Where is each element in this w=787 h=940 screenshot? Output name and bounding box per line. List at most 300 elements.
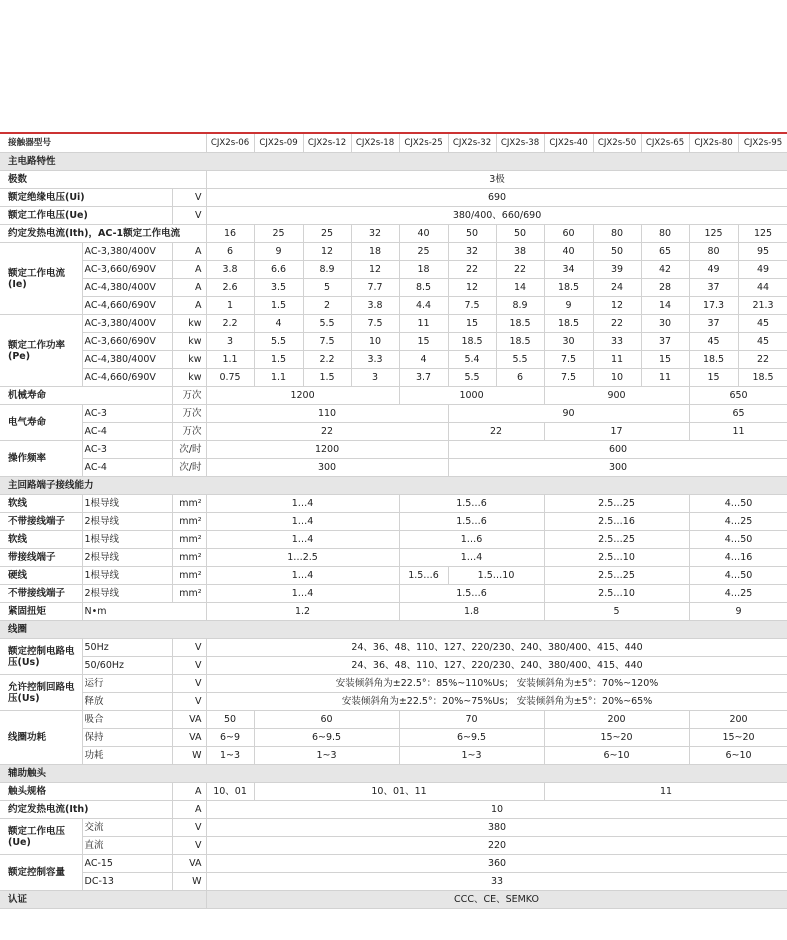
value-cell: 18: [399, 261, 448, 279]
torque-row: [0, 603, 787, 621]
table-row: [0, 801, 787, 819]
ie-label: 额定工作电流(Ie): [0, 243, 82, 315]
unit-cell: V: [172, 675, 206, 693]
terminal-label: 软线: [0, 495, 82, 513]
value-cell: 1.5…6: [399, 495, 544, 513]
value-cell: 18.5: [448, 333, 496, 351]
value-cell: 12: [351, 261, 399, 279]
value-cell: 30: [544, 333, 593, 351]
model-name: CJX2s-38: [496, 133, 544, 153]
value-cell: 4: [399, 351, 448, 369]
value-cell: 22: [448, 261, 496, 279]
value-cell: 1~3: [254, 747, 399, 765]
unit-cell: mm²: [172, 567, 206, 585]
model-name: CJX2s-50: [593, 133, 641, 153]
value-cell: 4…16: [689, 549, 787, 567]
value-cell: 38: [496, 243, 544, 261]
sub-label: 1根导线: [82, 531, 172, 549]
unit-cell: mm²: [172, 549, 206, 567]
sub-label: 50Hz: [82, 639, 172, 657]
value-cell: 1000: [399, 387, 544, 405]
table-row: [0, 171, 787, 189]
section-row: [0, 477, 787, 495]
pe-row: [0, 351, 787, 369]
terminal-label: 带接线端子: [0, 549, 82, 567]
value-cell: 39: [593, 261, 641, 279]
terminal-row: [0, 531, 787, 549]
value-cell: 6.6: [254, 261, 303, 279]
value-cell: 8.5: [399, 279, 448, 297]
value-cell: 18: [351, 243, 399, 261]
header-row: [0, 133, 787, 153]
value-cell: 65: [689, 405, 787, 423]
contacts-label: 触头规格: [0, 783, 172, 801]
value-cell: 1.5: [254, 297, 303, 315]
pe-row: [0, 315, 787, 333]
value-cell: 2.5…16: [544, 513, 689, 531]
value-cell: 3.3: [351, 351, 399, 369]
value-cell: 7.5: [351, 315, 399, 333]
value-cell: 10: [206, 801, 787, 819]
value-cell: 80: [689, 243, 738, 261]
value-cell: 300: [206, 459, 448, 477]
value-cell: 1.5…6: [399, 585, 544, 603]
sub-label: AC-15: [82, 855, 172, 873]
value-cell: 8.9: [303, 261, 351, 279]
value-cell: 12: [593, 297, 641, 315]
value-cell: 200: [544, 711, 689, 729]
unit-cell: mm²: [172, 495, 206, 513]
value-cell: 15~20: [689, 729, 787, 747]
model-name: CJX2s-06: [206, 133, 254, 153]
value-cell: 65: [641, 243, 689, 261]
unit-cell: W: [172, 747, 206, 765]
table-row: [0, 189, 787, 207]
value-cell: 16: [206, 225, 254, 243]
value-cell: 6~9.5: [254, 729, 399, 747]
value-cell: 5.5: [448, 369, 496, 387]
value-cell: 3.5: [254, 279, 303, 297]
unit-cell: W: [172, 873, 206, 891]
value-cell: 1.5…6: [399, 567, 448, 585]
value-cell: 18.5: [496, 315, 544, 333]
value-cell: 37: [641, 333, 689, 351]
section-title-coil: 线圈: [0, 621, 787, 639]
value-cell: 7.5: [303, 333, 351, 351]
value-cell: 11: [641, 369, 689, 387]
model-name: CJX2s-40: [544, 133, 593, 153]
value-cell: 34: [544, 261, 593, 279]
value-cell: 1…4: [206, 567, 399, 585]
unit-cell: 次/时: [172, 459, 206, 477]
sub-label: AC-3: [82, 405, 172, 423]
value-cell: 7.5: [544, 369, 593, 387]
coil-power-label: 线圈功耗: [0, 711, 82, 765]
capacity-label: 额定控制容量: [0, 855, 82, 891]
unit-cell: V: [172, 837, 206, 855]
table-row: [0, 837, 787, 855]
value-cell: 650: [689, 387, 787, 405]
value-cell: 1.5…10: [448, 567, 544, 585]
aux-ue-label: 额定工作电压(Ue): [0, 819, 82, 855]
value-cell: 15: [448, 315, 496, 333]
value-cell: 14: [496, 279, 544, 297]
value-cell: 5.5: [303, 315, 351, 333]
value-cell: 6~10: [689, 747, 787, 765]
value-cell: 11: [689, 423, 787, 441]
value-cell: 6~10: [544, 747, 689, 765]
aux-ith-label: 约定发热电流(Ith): [0, 801, 172, 819]
section-title-cert: 认证: [0, 891, 206, 909]
value-cell: 1…2.5: [206, 549, 399, 567]
value-cell: 50: [448, 225, 496, 243]
unit-cell: kw: [172, 315, 206, 333]
value-cell: 4…25: [689, 585, 787, 603]
unit-cell: kw: [172, 351, 206, 369]
unit-cell: 万次: [172, 405, 206, 423]
value-cell: 3.7: [399, 369, 448, 387]
value-cell: 2.5…10: [544, 549, 689, 567]
coil-power-row: [0, 729, 787, 747]
value-cell: 3.8: [206, 261, 254, 279]
value-cell: 10: [351, 333, 399, 351]
terminal-row: [0, 495, 787, 513]
value-cell: 6: [496, 369, 544, 387]
value-cell: 15: [641, 351, 689, 369]
value-cell: 安装倾斜角为±22.5°：20%~75%Us； 安装倾斜角为±5°：20%~65%: [206, 693, 787, 711]
value-cell: 50: [496, 225, 544, 243]
value-cell: 18.5: [496, 333, 544, 351]
sub-label: AC-4,380/400V: [82, 279, 172, 297]
ie-row: [0, 297, 787, 315]
unit-cell: VA: [172, 855, 206, 873]
unit-cell: mm²: [172, 585, 206, 603]
sub-label: AC-4,660/690V: [82, 297, 172, 315]
section-title-terminal: 主回路端子接线能力: [0, 477, 787, 495]
unit-cell: 次/时: [172, 441, 206, 459]
value-cell: 9: [254, 243, 303, 261]
value-cell: 5: [544, 603, 689, 621]
value-cell: 7.7: [351, 279, 399, 297]
value-cell: 1200: [206, 441, 448, 459]
unit-cell: V: [172, 693, 206, 711]
table-row: [0, 675, 787, 693]
terminal-row: [0, 513, 787, 531]
value-cell: 1200: [206, 387, 399, 405]
value-cell: 2.5…25: [544, 531, 689, 549]
sub-label: AC-3: [82, 441, 172, 459]
unit-cell: A: [172, 261, 206, 279]
ie-row: [0, 243, 787, 261]
sub-label: 50/60Hz: [82, 657, 172, 675]
ui-unit: V: [172, 189, 206, 207]
table-row: [0, 405, 787, 423]
value-cell: 1~3: [206, 747, 254, 765]
op-freq-label: 操作频率: [0, 441, 82, 477]
value-cell: 220: [206, 837, 787, 855]
sub-label: 交流: [82, 819, 172, 837]
model-name: CJX2s-12: [303, 133, 351, 153]
unit-cell: A: [172, 783, 206, 801]
value-cell: 1.8: [399, 603, 544, 621]
model-name: CJX2s-80: [689, 133, 738, 153]
value-cell: 32: [351, 225, 399, 243]
value-cell: 1.5…6: [399, 513, 544, 531]
value-cell: 380: [206, 819, 787, 837]
value-cell: 2.5…25: [544, 567, 689, 585]
unit-cell: mm²: [172, 513, 206, 531]
value-cell: 900: [544, 387, 689, 405]
value-cell: 18.5: [544, 315, 593, 333]
value-cell: 12: [303, 243, 351, 261]
value-cell: 22: [738, 351, 787, 369]
terminal-row: [0, 549, 787, 567]
table-row: [0, 783, 787, 801]
value-cell: 4…50: [689, 495, 787, 513]
value-cell: 22: [448, 423, 544, 441]
unit-cell: kw: [172, 333, 206, 351]
ui-label: 额定绝缘电压(Ui): [0, 189, 172, 207]
sub-label: N•m: [82, 603, 206, 621]
value-cell: 1…4: [399, 549, 544, 567]
sub-label: 2根导线: [82, 585, 172, 603]
value-cell: 17: [544, 423, 689, 441]
sub-label: 1根导线: [82, 567, 172, 585]
unit-cell: V: [172, 639, 206, 657]
value-cell: 4…50: [689, 531, 787, 549]
sub-label: 1根导线: [82, 495, 172, 513]
terminal-label: 软线: [0, 531, 82, 549]
value-cell: 25: [254, 225, 303, 243]
value-cell: 2.5…25: [544, 495, 689, 513]
sub-label: AC-4,380/400V: [82, 351, 172, 369]
unit-cell: VA: [172, 729, 206, 747]
sub-label: 释放: [82, 693, 172, 711]
torque-label: 紧固扭矩: [0, 603, 82, 621]
sub-label: AC-3,660/690V: [82, 261, 172, 279]
table-row: [0, 657, 787, 675]
value-cell: 3: [206, 333, 254, 351]
spec-sheet: [0, 132, 787, 909]
terminal-row: [0, 585, 787, 603]
value-cell: 24: [593, 279, 641, 297]
value-cell: 15~20: [544, 729, 689, 747]
value-cell: 24、36、48、110、127、220/230、240、380/400、415、440: [206, 639, 787, 657]
value-cell: 125: [738, 225, 787, 243]
sub-label: 2根导线: [82, 513, 172, 531]
table-row: [0, 423, 787, 441]
value-cell: 0.75: [206, 369, 254, 387]
value-cell: 11: [593, 351, 641, 369]
section-row: [0, 765, 787, 783]
ue-value: 380/400、660/690: [206, 207, 787, 225]
value-cell: 28: [641, 279, 689, 297]
value-cell: 33: [593, 333, 641, 351]
value-cell: 60: [254, 711, 399, 729]
value-cell: 5.5: [496, 351, 544, 369]
model-name: CJX2s-32: [448, 133, 496, 153]
cert-value: CCC、CE、SEMKO: [206, 891, 787, 909]
value-cell: 安装倾斜角为±22.5°：85%~110%Us； 安装倾斜角为±5°：70%~120%: [206, 675, 787, 693]
value-cell: 33: [206, 873, 787, 891]
sub-label: 2根导线: [82, 549, 172, 567]
value-cell: 50: [206, 711, 254, 729]
table-row: [0, 441, 787, 459]
value-cell: 6~9: [206, 729, 254, 747]
ith-label: 约定发热电流(Ith)，AC-1额定工作电流: [0, 225, 206, 243]
value-cell: 600: [448, 441, 787, 459]
model-name: CJX2s-18: [351, 133, 399, 153]
value-cell: 12: [448, 279, 496, 297]
section-title-aux: 辅助触头: [0, 765, 787, 783]
sub-label: 直流: [82, 837, 172, 855]
value-cell: 200: [689, 711, 787, 729]
ue-label: 额定工作电压(Ue): [0, 207, 172, 225]
unit-cell: A: [172, 297, 206, 315]
value-cell: 7.5: [448, 297, 496, 315]
value-cell: 1.1: [254, 369, 303, 387]
value-cell: 2.2: [206, 315, 254, 333]
value-cell: 1.1: [206, 351, 254, 369]
coil-voltage-label: 额定控制电路电压(Us): [0, 639, 82, 675]
pe-row: [0, 333, 787, 351]
value-cell: 1…4: [206, 513, 399, 531]
terminal-row: [0, 567, 787, 585]
value-cell: 3.8: [351, 297, 399, 315]
value-cell: 6~9.5: [399, 729, 544, 747]
sub-label: 功耗: [82, 747, 172, 765]
terminal-label: 硬线: [0, 567, 82, 585]
value-cell: 9: [544, 297, 593, 315]
value-cell: 125: [689, 225, 738, 243]
value-cell: 10、01、11: [254, 783, 544, 801]
elec-life-label: 电气寿命: [0, 405, 82, 441]
sub-label: AC-4: [82, 459, 172, 477]
value-cell: 4…50: [689, 567, 787, 585]
unit-cell: V: [172, 819, 206, 837]
poles-value: 3极: [206, 171, 787, 189]
sub-label: AC-3,380/400V: [82, 243, 172, 261]
value-cell: 49: [738, 261, 787, 279]
value-cell: 90: [448, 405, 689, 423]
unit-cell: A: [172, 243, 206, 261]
value-cell: 17.3: [689, 297, 738, 315]
unit-cell: V: [172, 657, 206, 675]
value-cell: 70: [399, 711, 544, 729]
value-cell: 30: [641, 315, 689, 333]
unit-cell: 万次: [172, 423, 206, 441]
unit-cell: mm²: [172, 531, 206, 549]
section-row: [0, 153, 787, 171]
value-cell: 37: [689, 279, 738, 297]
unit-cell: A: [172, 801, 206, 819]
value-cell: 42: [641, 261, 689, 279]
value-cell: 5.5: [254, 333, 303, 351]
value-cell: 10、01: [206, 783, 254, 801]
value-cell: 44: [738, 279, 787, 297]
value-cell: 40: [399, 225, 448, 243]
value-cell: 6: [206, 243, 254, 261]
value-cell: 1…4: [206, 531, 399, 549]
allow-voltage-label: 允许控制回路电压(Us): [0, 675, 82, 711]
value-cell: 4.4: [399, 297, 448, 315]
value-cell: 11: [399, 315, 448, 333]
value-cell: 22: [593, 315, 641, 333]
value-cell: 2.2: [303, 351, 351, 369]
unit-cell: kw: [172, 369, 206, 387]
ie-row: [0, 261, 787, 279]
value-cell: 18.5: [689, 351, 738, 369]
value-cell: 11: [544, 783, 787, 801]
value-cell: 1.5: [254, 351, 303, 369]
value-cell: 2.5…10: [544, 585, 689, 603]
value-cell: 15: [689, 369, 738, 387]
table-row: [0, 639, 787, 657]
value-cell: 2: [303, 297, 351, 315]
sub-label: AC-3,380/400V: [82, 315, 172, 333]
sub-label: AC-4: [82, 423, 172, 441]
value-cell: 4…25: [689, 513, 787, 531]
terminal-label: 不带接线端子: [0, 513, 82, 531]
value-cell: 5.4: [448, 351, 496, 369]
section-title-main: 主电路特性: [0, 153, 787, 171]
model-name: CJX2s-65: [641, 133, 689, 153]
value-cell: 7.5: [544, 351, 593, 369]
value-cell: 1~3: [399, 747, 544, 765]
value-cell: 18.5: [738, 369, 787, 387]
value-cell: 8.9: [496, 297, 544, 315]
value-cell: 110: [206, 405, 448, 423]
sub-label: AC-4,660/690V: [82, 369, 172, 387]
sub-label: AC-3,660/690V: [82, 333, 172, 351]
table-row: [0, 855, 787, 873]
poles-label: 极数: [0, 171, 206, 189]
terminal-label: 不带接线端子: [0, 585, 82, 603]
value-cell: 10: [593, 369, 641, 387]
value-cell: 25: [303, 225, 351, 243]
value-cell: 60: [544, 225, 593, 243]
value-cell: 45: [738, 315, 787, 333]
value-cell: 95: [738, 243, 787, 261]
value-cell: 40: [544, 243, 593, 261]
value-cell: 3: [351, 369, 399, 387]
ie-row: [0, 279, 787, 297]
sub-label: 运行: [82, 675, 172, 693]
value-cell: 37: [689, 315, 738, 333]
pe-label: 额定工作功率(Pe): [0, 315, 82, 387]
table-row: [0, 207, 787, 225]
model-name: CJX2s-95: [738, 133, 787, 153]
table-row: [0, 693, 787, 711]
table-row: [0, 819, 787, 837]
ui-value: 690: [206, 189, 787, 207]
value-cell: 300: [448, 459, 787, 477]
value-cell: 360: [206, 855, 787, 873]
unit-cell: VA: [172, 711, 206, 729]
coil-power-row: [0, 747, 787, 765]
value-cell: 50: [593, 243, 641, 261]
sub-label: DC-13: [82, 873, 172, 891]
value-cell: 80: [641, 225, 689, 243]
value-cell: 22: [496, 261, 544, 279]
mech-life-label: 机械寿命: [0, 387, 172, 405]
section-row: [0, 891, 787, 909]
section-row: [0, 621, 787, 639]
value-cell: 18.5: [544, 279, 593, 297]
coil-power-row: [0, 711, 787, 729]
value-cell: 4: [254, 315, 303, 333]
value-cell: 21.3: [738, 297, 787, 315]
